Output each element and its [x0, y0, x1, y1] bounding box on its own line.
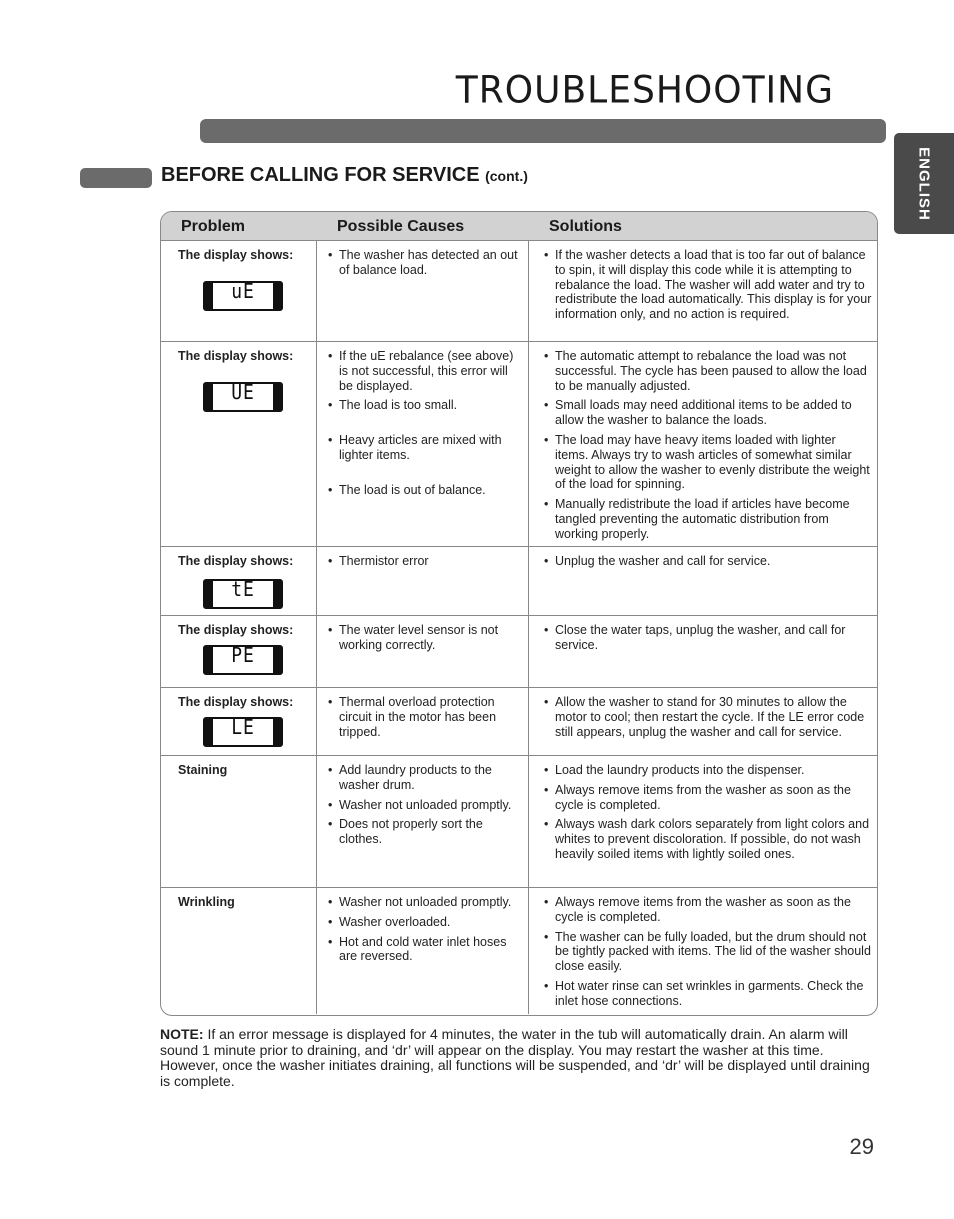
- solution-item: • Unplug the washer and call for service.: [544, 554, 872, 569]
- cause-item: • The load is out of balance.: [328, 483, 522, 498]
- page-title: TROUBLESHOOTING: [455, 68, 834, 113]
- problem-cell: [161, 241, 317, 341]
- display-code: PE: [231, 642, 255, 667]
- causes-cell: [317, 756, 529, 887]
- section-pill: [80, 168, 152, 188]
- solution-item: • Load the laundry products into the dispenser.: [544, 763, 872, 778]
- table-row: [161, 888, 877, 1014]
- causes-cell: [317, 888, 529, 1014]
- problem-label: The display shows:: [178, 695, 294, 709]
- problem-label: The display shows:: [178, 248, 294, 262]
- language-tab-label: ENGLISH: [915, 146, 933, 221]
- causes-cell: [317, 616, 529, 687]
- cause-item: • Thermal overload protection circuit in the motor has been tripped.: [328, 695, 522, 739]
- solution-item: • Hot water rinse can set wrinkles in garments. Check the inlet hose connections.: [544, 979, 872, 1009]
- language-tab: [894, 133, 954, 234]
- note-text: If an error message is displayed for 4 minutes, the water in the tub will automatically drain. An alarm will sound 1 minute prior to draining, and ‘dr’ will appear on the display. You may restart the washer at this time. However, once the washer initiates draining, all functions will be suspended, and ‘dr’ will be displayed until draining is complete.: [160, 1026, 870, 1089]
- solutions-cell: [529, 342, 877, 546]
- solutions-cell: [529, 688, 877, 755]
- table-row: [161, 241, 877, 342]
- solution-item: • Small loads may need additional items to be added to allow the washer to balance the loads.: [544, 398, 872, 428]
- table-row: [161, 756, 877, 888]
- table-row: [161, 342, 877, 547]
- problem-cell: [161, 688, 317, 755]
- cause-item: • Thermistor error: [328, 554, 522, 569]
- cause-item: • Washer not unloaded promptly.: [328, 798, 522, 813]
- solutions-cell: [529, 547, 877, 615]
- problem-cell: [161, 888, 317, 1014]
- problem-label: Wrinkling: [178, 895, 235, 909]
- note: [160, 1027, 876, 1089]
- solution-item: • Always wash dark colors separately from light colors and whites to prevent discoloration. If possible, do not wash heavily soiled items with lightly soiled ones.: [544, 817, 872, 861]
- cause-item: • Washer not unloaded promptly.: [328, 895, 522, 910]
- solution-item: • The automatic attempt to rebalance the load was not successful. The cycle has been paused to allow the load to be manually adjusted.: [544, 349, 872, 393]
- table-row: [161, 688, 877, 756]
- causes-cell: [317, 547, 529, 615]
- table-row: [161, 547, 877, 616]
- page-number: 29: [849, 1134, 874, 1159]
- problem-label: The display shows:: [178, 623, 294, 637]
- solution-item: • Always remove items from the washer as soon as the cycle is completed.: [544, 783, 872, 813]
- causes-cell: [317, 688, 529, 755]
- solutions-cell: [529, 616, 877, 687]
- solution-item: • The load may have heavy items loaded with lighter items. Always try to wash articles of somewhat similar weight to allow the washer to evenly distribute the weight of the load for spinning.: [544, 433, 872, 492]
- problem-label: The display shows:: [178, 349, 294, 363]
- table-row: [161, 616, 877, 688]
- solutions-cell: [529, 756, 877, 887]
- section-title-suffix: (cont.): [485, 168, 528, 184]
- header-causes: Possible Causes: [337, 218, 465, 235]
- cause-item: • The water level sensor is not working correctly.: [328, 623, 522, 653]
- display-code: LE: [231, 714, 255, 739]
- section-title: [161, 164, 528, 187]
- cause-item: • Add laundry products to the washer drum.: [328, 763, 522, 793]
- cause-item: • Heavy articles are mixed with lighter items.: [328, 433, 522, 463]
- cause-item: • Does not properly sort the clothes.: [328, 817, 522, 847]
- solution-item: • Allow the washer to stand for 30 minutes to allow the motor to cool; then restart the cycle. If the LE error code still appears, unplug the washer and call for service.: [544, 695, 872, 739]
- display-code: UE: [231, 379, 255, 404]
- header-solutions: Solutions: [549, 218, 622, 235]
- display-icon: [203, 278, 283, 311]
- problem-label: Staining: [178, 763, 228, 777]
- causes-cell: [317, 342, 529, 546]
- solution-item: • Always remove items from the washer as soon as the cycle is completed.: [544, 895, 872, 925]
- cause-item: • Hot and cold water inlet hoses are reversed.: [328, 935, 522, 965]
- display-icon: [203, 642, 283, 675]
- problem-cell: [161, 547, 317, 615]
- solution-item: • If the washer detects a load that is too far out of balance to spin, it will display this code while it is attempting to rebalance the load. The washer will add water and try to redistribute the load automatically. This display is for your information only, and no action is required.: [544, 248, 872, 322]
- cause-item: • The washer has detected an out of balance load.: [328, 248, 522, 278]
- solution-item: • Manually redistribute the load if articles have become tangled preventing the automatic distribution from working properly.: [544, 497, 872, 541]
- solution-item: • The washer can be fully loaded, but the drum should not be tightly packed with items. The lid of the washer should close easily.: [544, 930, 872, 974]
- problem-cell: [161, 616, 317, 687]
- solutions-cell: [529, 888, 877, 1014]
- display-code: tE: [231, 576, 255, 601]
- display-icon: [203, 379, 283, 412]
- note-label: NOTE:: [160, 1026, 204, 1042]
- header-problem: Problem: [181, 218, 246, 235]
- display-icon: [203, 714, 283, 747]
- cause-item: • If the uE rebalance (see above) is not successful, this error will be displayed.: [328, 349, 522, 393]
- section-title-text: BEFORE CALLING FOR SERVICE: [161, 164, 480, 186]
- solution-item: • Close the water taps, unplug the washer, and call for service.: [544, 623, 872, 653]
- cause-item: • The load is too small.: [328, 398, 522, 413]
- problem-cell: [161, 756, 317, 887]
- causes-cell: [317, 241, 529, 341]
- display-icon: [203, 576, 283, 609]
- display-code: uE: [231, 278, 255, 303]
- cause-item: • Washer overloaded.: [328, 915, 522, 930]
- table-header: [161, 212, 877, 241]
- troubleshooting-table: [160, 211, 878, 1016]
- problem-label: The display shows:: [178, 554, 294, 568]
- solutions-cell: [529, 241, 877, 341]
- title-bar: [200, 119, 886, 143]
- problem-cell: [161, 342, 317, 546]
